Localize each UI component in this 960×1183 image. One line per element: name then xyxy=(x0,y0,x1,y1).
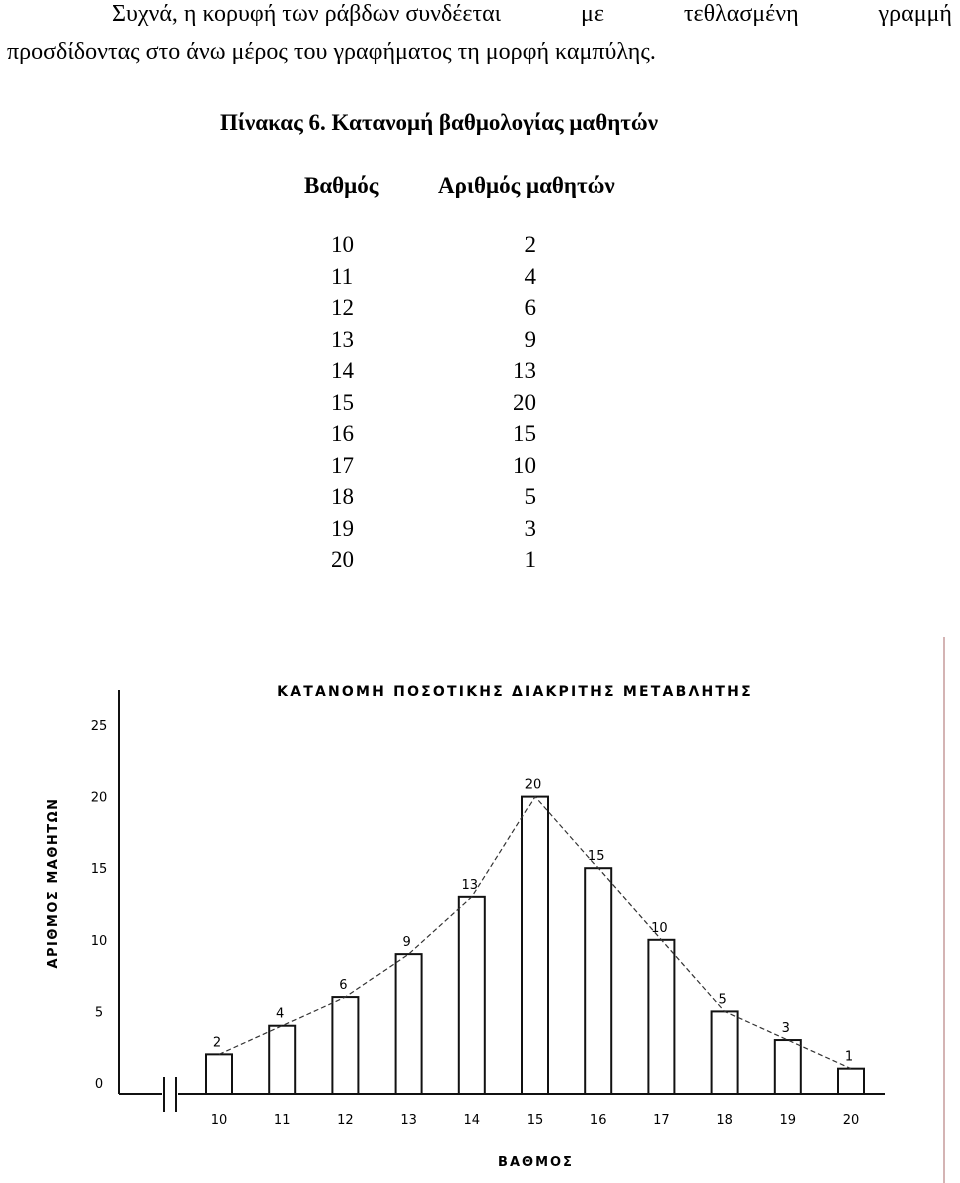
data-label: 10 xyxy=(651,920,668,936)
y-tick-label: 5 xyxy=(94,1005,104,1021)
data-label: 6 xyxy=(339,978,348,994)
grade-cell: 16 xyxy=(331,421,354,446)
bar xyxy=(585,868,611,1094)
count-cell: 15 xyxy=(513,421,536,446)
data-label: 3 xyxy=(781,1021,790,1037)
count-cell: 10 xyxy=(513,452,536,478)
bar xyxy=(775,1040,801,1094)
grade-cell: 10 xyxy=(331,232,354,257)
y-tick-label: 20 xyxy=(90,790,108,806)
data-label: 2 xyxy=(212,1035,222,1051)
y-axis-label: ΑΡΙΘΜΟΣ ΜΑΘΗΤΩΝ xyxy=(46,797,61,969)
grade-cell: 13 xyxy=(331,326,354,352)
data-label: 5 xyxy=(718,992,727,1008)
x-tick-label: 12 xyxy=(337,1113,354,1128)
x-tick-label: 14 xyxy=(463,1113,481,1128)
count-cell: 13 xyxy=(513,358,536,383)
data-label: 9 xyxy=(402,935,411,951)
x-tick-label: 20 xyxy=(842,1113,860,1128)
bar xyxy=(712,1011,738,1094)
x-tick-label: 15 xyxy=(526,1113,544,1128)
data-label: 13 xyxy=(461,877,479,893)
grade-cell: 17 xyxy=(331,452,354,478)
count-cell: 4 xyxy=(524,263,536,289)
grade-cell: 15 xyxy=(331,389,354,415)
data-label: 15 xyxy=(587,849,605,865)
grade-cell: 14 xyxy=(331,358,354,383)
x-tick-label: 18 xyxy=(716,1113,733,1128)
x-tick-label: 19 xyxy=(779,1113,797,1128)
bar xyxy=(269,1026,295,1094)
paragraph-word: τεθλασμένη xyxy=(683,1,799,27)
bar xyxy=(459,897,485,1094)
count-cell: 20 xyxy=(513,389,536,415)
data-label: 20 xyxy=(524,777,542,793)
x-axis-label: ΒΑΘΜΟΣ xyxy=(498,1155,574,1170)
x-tick-label: 17 xyxy=(653,1113,670,1128)
grade-cell: 12 xyxy=(331,295,354,320)
table-title: Πίνακας 6. Κατανομή βαθμολογίας μαθητών xyxy=(220,110,658,135)
y-tick-label: 15 xyxy=(90,862,108,878)
bar xyxy=(396,954,422,1094)
y-tick-label: 25 xyxy=(90,719,108,734)
data-label: 4 xyxy=(276,1006,285,1022)
bar xyxy=(332,997,358,1094)
x-tick-label: 13 xyxy=(400,1113,417,1128)
bar xyxy=(838,1069,864,1094)
count-cell: 6 xyxy=(524,295,536,320)
count-cell: 2 xyxy=(524,232,536,257)
paragraph-word: με xyxy=(581,1,604,27)
count-cell: 3 xyxy=(524,515,536,541)
grade-cell: 18 xyxy=(331,484,354,509)
bar xyxy=(206,1054,232,1094)
grade-cell: 11 xyxy=(331,263,354,289)
count-cell: 5 xyxy=(524,484,536,509)
paragraph-line-2: προσδίδοντας στο άνω μέρος του γραφήματος τη μορφή καμπύλης. xyxy=(7,39,656,65)
grade-cell: 20 xyxy=(331,547,354,572)
paragraph-word: Συχνά, η κορυφή των ράβδων συνδέεται xyxy=(112,1,502,27)
count-cell: 9 xyxy=(524,326,536,352)
y-tick-label: 0 xyxy=(94,1077,104,1092)
y-tick-label: 10 xyxy=(90,933,108,949)
x-tick-label: 16 xyxy=(589,1113,607,1128)
column-header-count: Αριθμός μαθητών xyxy=(438,173,615,198)
data-label: 1 xyxy=(844,1049,854,1065)
paragraph-word: γραμμή xyxy=(878,1,952,27)
x-tick-label: 10 xyxy=(210,1113,228,1128)
grade-cell: 19 xyxy=(331,515,354,541)
x-tick-label: 11 xyxy=(273,1113,291,1128)
bar xyxy=(522,797,548,1094)
column-header-grade: Βαθμός xyxy=(304,173,379,198)
chart-title: ΚΑΤΑΝΟΜΗ ΠΟΣΟΤΙΚΗΣ ΔΙΑΚΡΙΤΗΣ ΜΕΤΑΒΛΗΤΗΣ xyxy=(277,684,753,700)
chart-frame xyxy=(46,684,753,1170)
count-cell: 1 xyxy=(524,547,536,572)
bar xyxy=(648,940,674,1094)
